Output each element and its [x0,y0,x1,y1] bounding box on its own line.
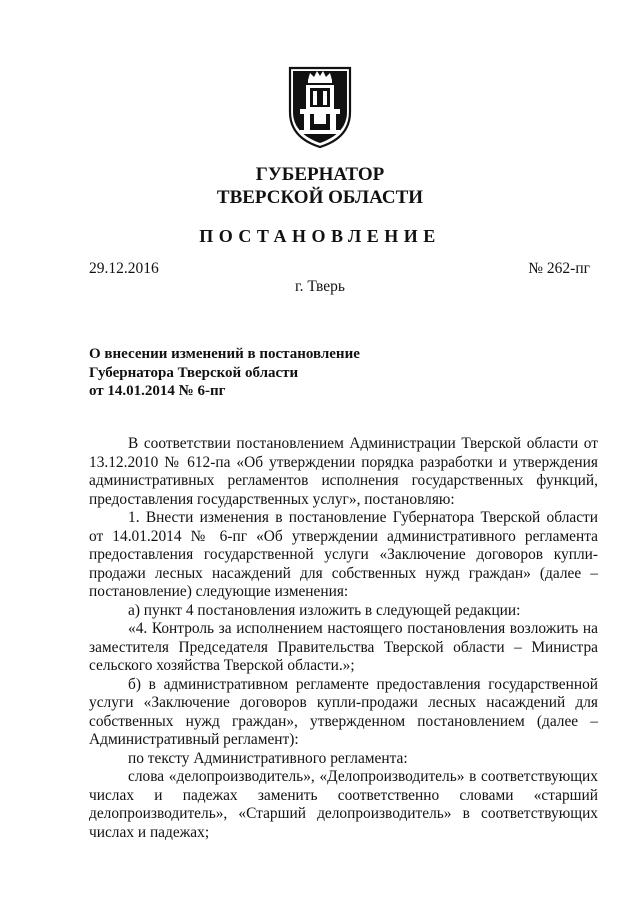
subject-line: Губернатора Тверской области [89,364,299,381]
document-subject [89,345,489,401]
body-paragraph: «4. Контроль за исполнением настоящего постановления возложить на заместителя Председателя Правительства Тверской области – Министра сельского хозяйства Тверской области.»; [89,620,598,674]
document-number: № 262-пг [528,260,590,277]
coat-of-arms-icon [286,66,354,148]
body-paragraph: В соответствии постановлением Администрации Тверской области от 13.12.2010 № 612-па «Об утверждении порядка разработки и утверждения административных регламентов исполнения государственных функций, предоставления государственных услуг», постановляю: [89,435,598,508]
body-paragraph: 1. Внести изменения в постановление Губернатора Тверской области от 14.01.2014 № 6-пг «Об утверждении административного регламента предоставления государственной услуги «Заключение договоров купли-продажи лесных насаждений для собственных нужд граждан» (далее – постановление) следующие изменения: [89,509,598,600]
body-paragraph: а) пункт 4 постановления изложить в следующей редакции: [128,601,521,619]
body-paragraph: б) в административном регламенте предоставления государственной услуги «Заключение договоров купли-продажи лесных насаждений для собственных нужд граждан», утвержденном постановлением (далее – Административный регламент): [89,675,598,748]
document-date: 29.12.2016 [89,260,159,277]
authority-name-line1: ГУБЕРНАТОР [255,164,385,185]
authority-name-line2: ТВЕРСКОЙ ОБЛАСТИ [216,187,424,208]
document-type-title: ПОСТАНОВЛЕНИЕ [199,226,441,246]
body-paragraph: по тексту Административного регламента: [128,749,408,767]
document-city: г. Тверь [295,278,345,295]
document-body [89,435,598,842]
subject-line: О внесении изменений в постановление [89,346,360,362]
subject-line: от 14.01.2014 № 6-пг [89,383,226,399]
body-paragraph: слова «делопроизводитель», «Делопроизводитель» в соответствующих числах и падежах заменить соответственно словами «старший делопроизводитель», «Старший делопроизводитель» в соответствующих числах и падежах; [89,768,598,841]
